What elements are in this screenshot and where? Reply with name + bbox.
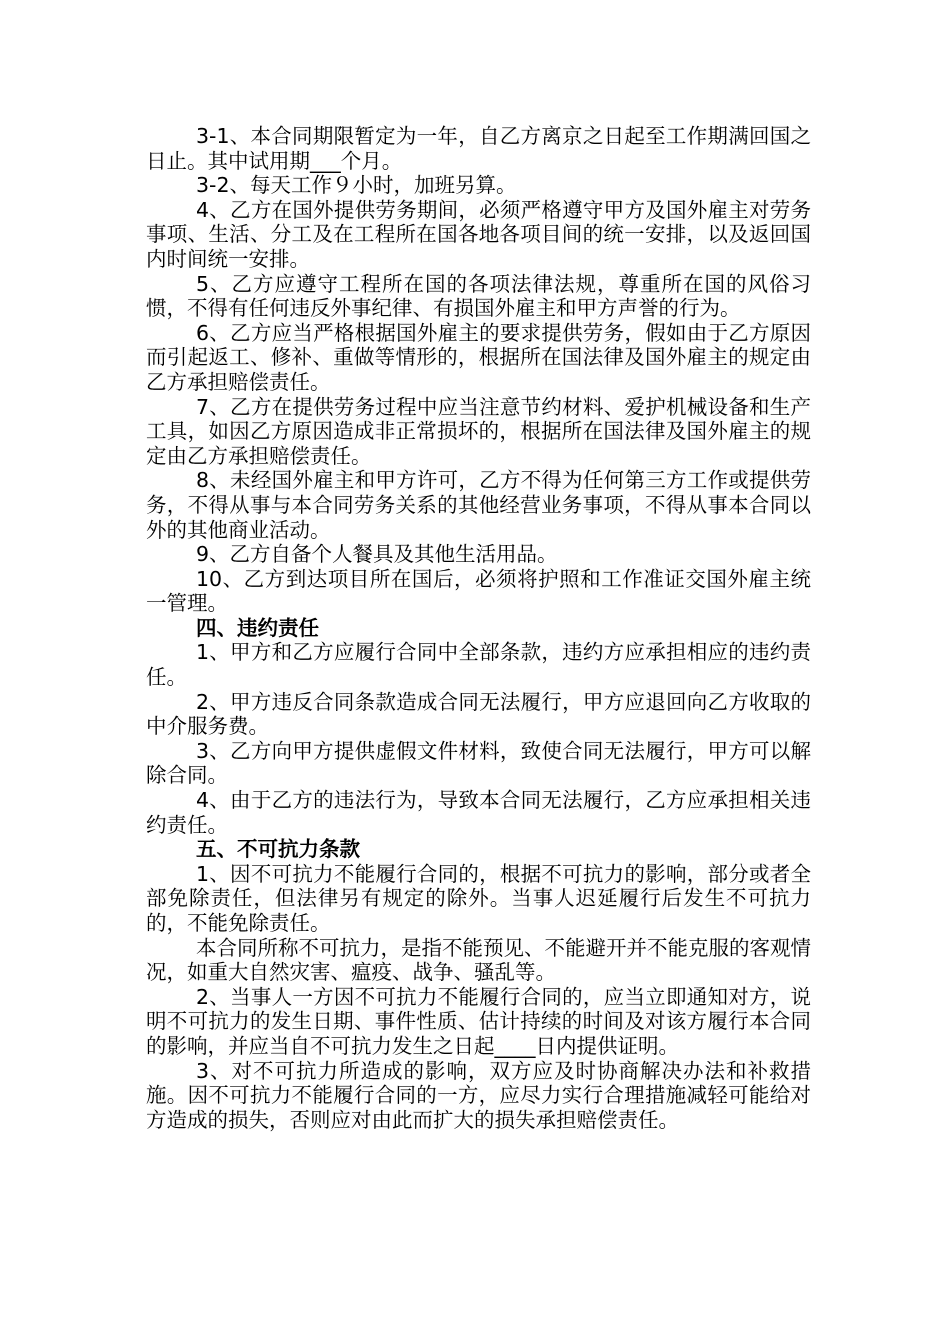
force-majeure-definition: 本合同所称不可抗力，是指不能预见、不能避开并不能克服的客观情况，如重大自然灾害、瘟疫、战争、骚乱等。 — [146, 935, 811, 985]
breach-clause-2: 2、甲方违反合同条款造成合同无法履行，甲方应退回向乙方收取的中介服务费。 — [146, 689, 811, 739]
section-heading-force-majeure: 五、不可抗力条款 — [196, 837, 360, 862]
force-majeure-clause-1: 1、因不可抗力不能履行合同的，根据不可抗力的影响，部分或者全部免除责任，但法律另有规定的除外。当事人迟延履行后发生不可抗力的，不能免除责任。 — [146, 861, 811, 935]
breach-clause-3: 3、乙方向甲方提供虚假文件材料，致使合同无法履行，甲方可以解除合同。 — [146, 738, 811, 788]
clause-4: 4、乙方在国外提供劳务期间，必须严格遵守甲方及国外雇主对劳务事项、生活、分工及在工程所在国各地各项目间的统一安排，以及返回国内时间统一安排。 — [146, 197, 811, 271]
clause-3-1: 3-1、本合同期限暂定为一年，自乙方离京之日起至工作期满回国之日止。其中试用期___个月。 — [146, 124, 811, 173]
clause-9: 9、乙方自备个人餐具及其他生活用品。 — [196, 542, 558, 567]
breach-clause-1: 1、甲方和乙方应履行合同中全部条款，违约方应承担相应的违约责任。 — [146, 640, 811, 690]
clause-7: 7、乙方在提供劳务过程中应当注意节约材料、爱护机械设备和生产工具，如因乙方原因造成非正常损坏的，根据所在国法律及国外雇主的规定由乙方承担赔偿责任。 — [146, 394, 811, 468]
force-majeure-clause-3: 3、对不可抗力所造成的影响，双方应及时协商解决办法和补救措施。因不可抗力不能履行合同的一方，应尽力实行合理措施减轻可能给对方造成的损失，否则应对由此而扩大的损失承担赔偿责任。 — [146, 1058, 811, 1132]
clause-10: 10、乙方到达项目所在国后，必须将护照和工作准证交国外雇主统一管理。 — [146, 566, 811, 616]
document-page — [146, 124, 811, 1132]
clause-3-2: 3-2、每天工作９小时，加班另算。 — [196, 173, 517, 198]
force-majeure-clause-2: 2、当事人一方因不可抗力不能履行合同的，应当立即通知对方，说明不可抗力的发生日期、事件性质、估计持续的时间及对该方履行本合同的影响，并应当自不可抗力发生之日起____日内提供证明。 — [146, 984, 811, 1058]
breach-clause-4: 4、由于乙方的违法行为，导致本合同无法履行，乙方应承担相关违约责任。 — [146, 788, 811, 837]
clause-5: 5、乙方应遵守工程所在国的各项法律法规，尊重所在国的风俗习惯，不得有任何违反外事纪律、有损国外雇主和甲方声誉的行为。 — [146, 271, 811, 321]
section-heading-breach: 四、违约责任 — [196, 615, 319, 640]
clause-6: 6、乙方应当严格根据国外雇主的要求提供劳务，假如由于乙方原因而引起返工、修补、重做等情形的，根据所在国法律及国外雇主的规定由乙方承担赔偿责任。 — [146, 320, 811, 394]
clause-8: 8、未经国外雇主和甲方许可，乙方不得为任何第三方工作或提供劳务，不得从事与本合同劳务关系的其他经营业务事项，不得从事本合同以外的其他商业活动。 — [146, 468, 811, 542]
